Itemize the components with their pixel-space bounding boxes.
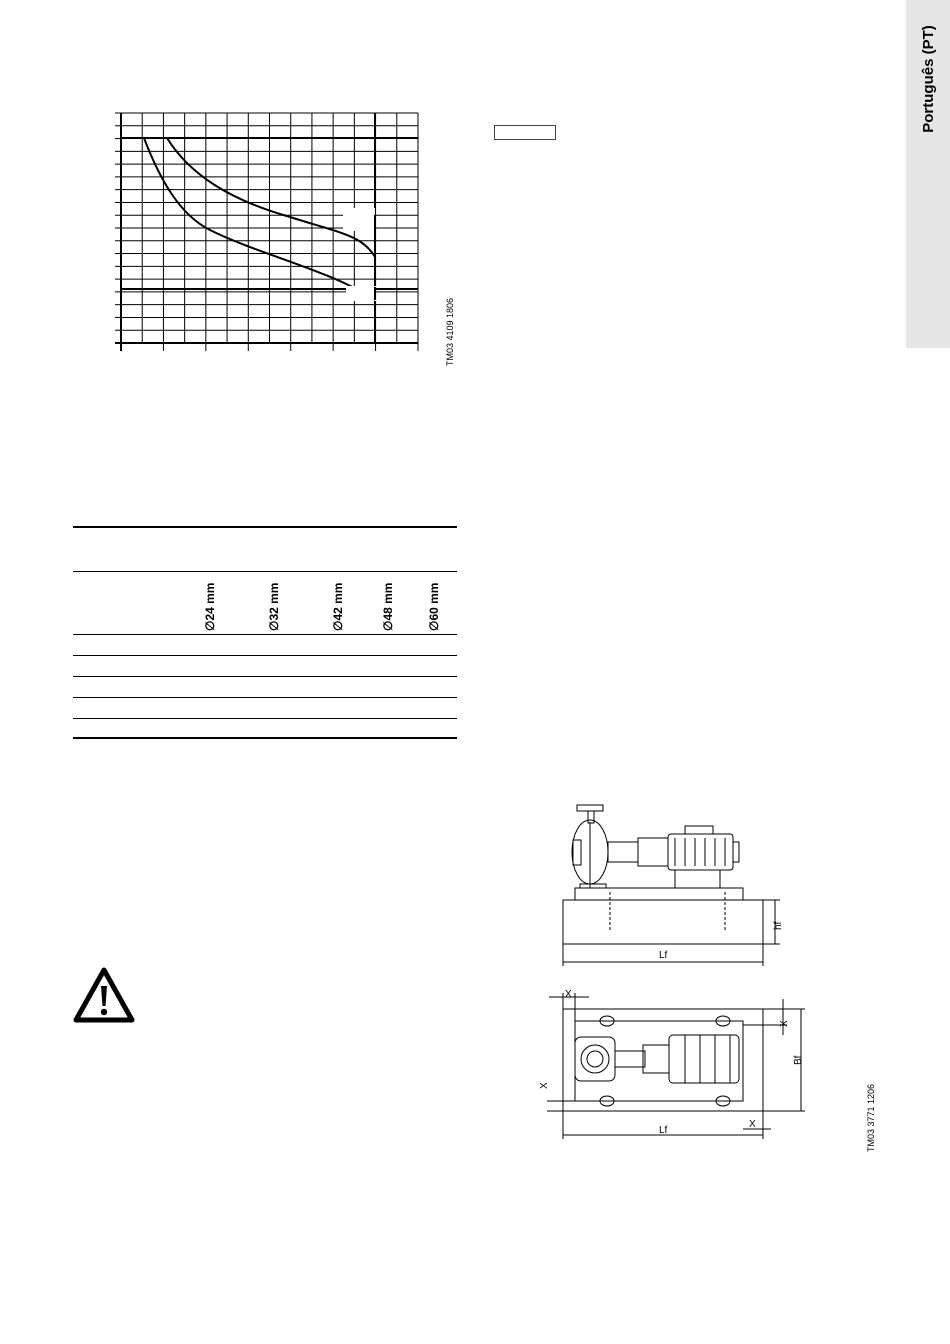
table-top-rule (73, 526, 457, 528)
table-bottom-rule (73, 737, 457, 739)
table-row (73, 718, 457, 719)
column-header-24mm: ∅24 mm (203, 582, 217, 631)
column-header-32mm: ∅32 mm (267, 582, 281, 631)
chart-reference-code: TM03 4109 1806 (445, 297, 455, 366)
drawing-reference-code: TM03 3771 1206 (866, 1083, 876, 1152)
performance-curve-chart (100, 105, 430, 355)
dimension-label-lf-top: Lf (659, 1125, 668, 1136)
table-row (73, 697, 457, 698)
dimension-label-hf: hf (773, 921, 784, 930)
language-tab-label: Português (PT) (919, 25, 937, 133)
column-header-60mm: ∅60 mm (427, 582, 441, 631)
table-header-rule (73, 571, 457, 572)
dimension-label-x-top: X (565, 989, 572, 1000)
blank-label-box (494, 125, 556, 140)
foundation-top-view-drawing (535, 985, 815, 1145)
dimension-label-bf: Bf (793, 1055, 804, 1065)
table-row (73, 634, 457, 635)
dimension-label-x-bottom: X (749, 1119, 756, 1130)
column-header-42mm: ∅42 mm (331, 582, 345, 631)
table-row (73, 676, 457, 677)
language-side-tab[interactable] (906, 0, 950, 348)
curve-lower (144, 138, 375, 300)
table-row (73, 655, 457, 656)
warning-icon (72, 966, 136, 1024)
dimension-label-x-left: X (539, 1082, 550, 1089)
curve-upper (167, 138, 375, 257)
foundation-side-view-drawing (545, 800, 795, 970)
dimension-label-x-right: X (779, 1020, 790, 1027)
chart-axes (115, 113, 418, 351)
curve-gap-mask (346, 286, 376, 301)
dimension-label-lf: Lf (659, 950, 668, 961)
diameter-table (73, 526, 457, 740)
column-header-48mm: ∅48 mm (381, 582, 395, 631)
chart-ticks (115, 113, 418, 351)
curve-gap-mask (343, 208, 375, 231)
